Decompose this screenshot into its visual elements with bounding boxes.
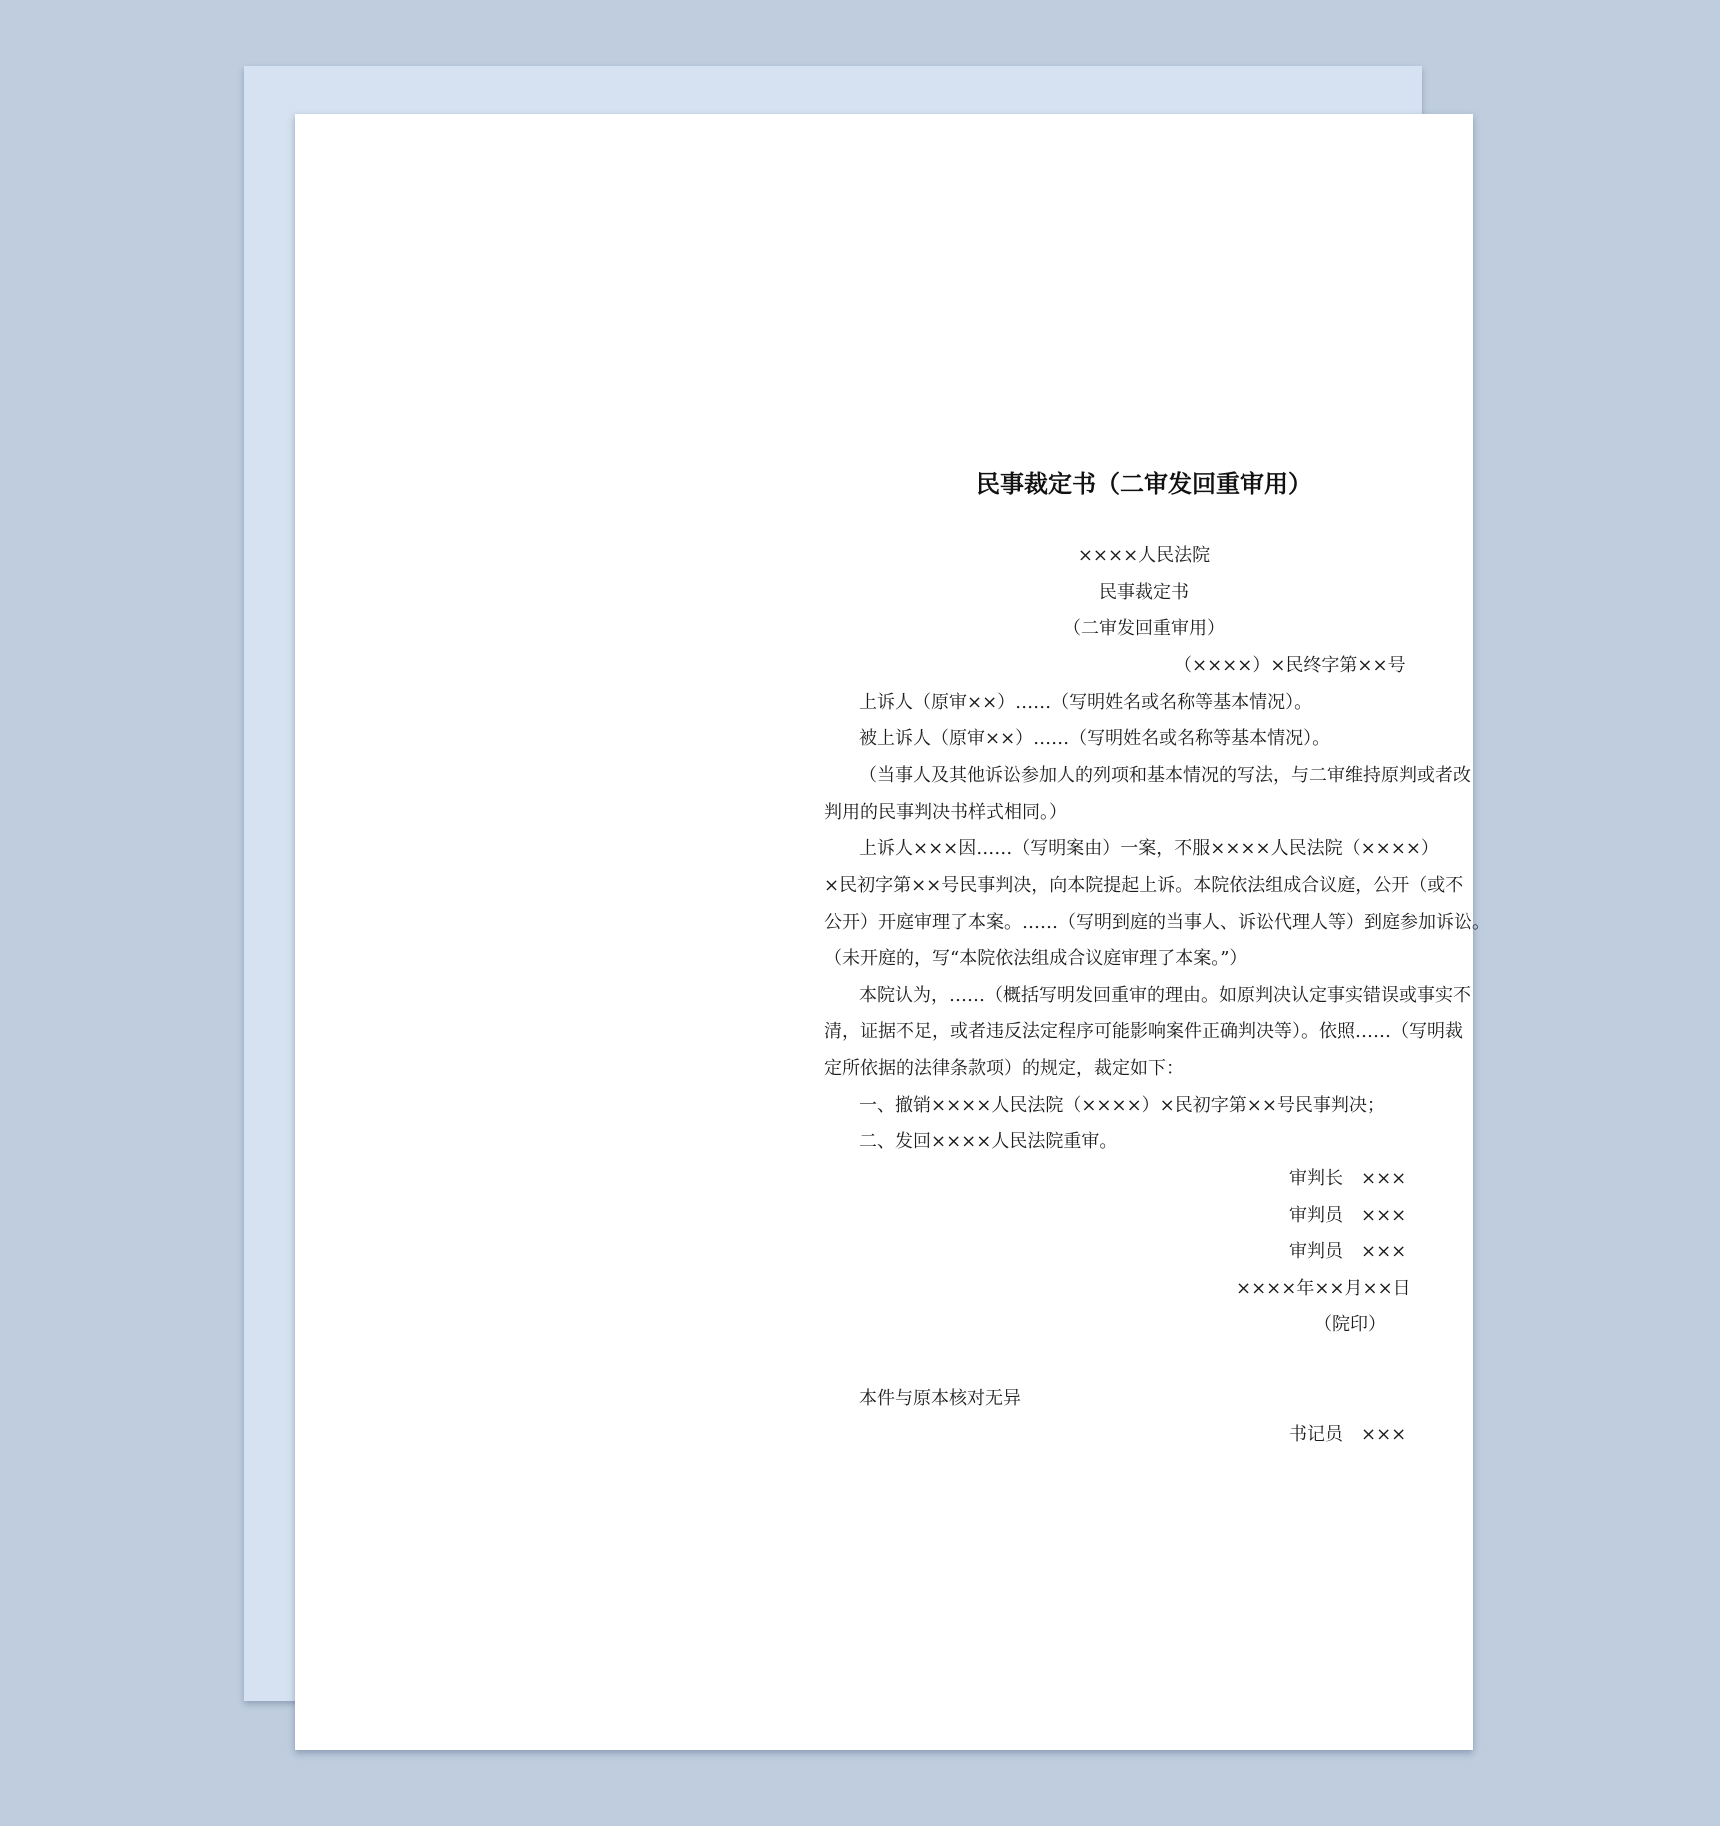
reason-line: 本院认为，……（概括写明发回重审的理由。如原判决认定事实错误或事实不 [859,985,1471,1006]
ruling-item: 一、撤销××××人民法院（××××）×民初字第××号民事判决； [859,1095,1385,1116]
case-line: ×民初字第××号民事判决，向本院提起上诉。本院依法组成合议庭，公开（或不 [824,875,1464,896]
document-subtype: （二审发回重审用） [1063,618,1225,639]
judge: 审判员 ××× [1289,1241,1407,1262]
case-line: 上诉人×××因……（写明案由）一案，不服××××人民法院（××××） [859,838,1439,859]
appellant-line: 上诉人（原审××）……（写明姓名或名称等基本情况）。 [859,692,1313,713]
judge: 审判员 ××× [1289,1205,1407,1226]
reason-line: 清，证据不足，或者违反法定程序可能影响案件正确判决等）。依照……（写明裁 [824,1021,1463,1042]
court-name: ××××人民法院 [1077,545,1211,566]
verification-note: 本件与原本核对无异 [859,1388,1021,1409]
appellee-line: 被上诉人（原审××）……（写明姓名或名称等基本情况）。 [859,728,1331,749]
note-line: （当事人及其他诉讼参加人的列项和基本情况的写法，与二审维持原判或者改 [859,765,1471,786]
document-type: 民事裁定书 [1099,582,1189,603]
case-line: （未开庭的，写“本院依法组成合议庭审理了本案。”） [824,948,1248,969]
presiding-judge: 审判长 ××× [1289,1168,1407,1189]
case-number: （××××）×民终字第××号 [1174,655,1406,676]
reason-line: 定所依据的法律条款项）的规定，裁定如下： [824,1058,1184,1079]
ruling-item: 二、发回××××人民法院重审。 [859,1131,1118,1152]
case-line: 公开）开庭审理了本案。……（写明到庭的当事人、诉讼代理人等）到庭参加诉讼。 [824,912,1490,933]
court-seal: （院印） [1314,1314,1386,1335]
document-title: 民事裁定书（二审发回重审用） [976,470,1312,498]
document-page [295,114,1490,1750]
note-line: 判用的民事判决书样式相同。） [824,802,1067,823]
clerk-signature: 书记员 ××× [1289,1424,1407,1445]
ruling-date: ××××年××月××日 [1236,1278,1411,1299]
